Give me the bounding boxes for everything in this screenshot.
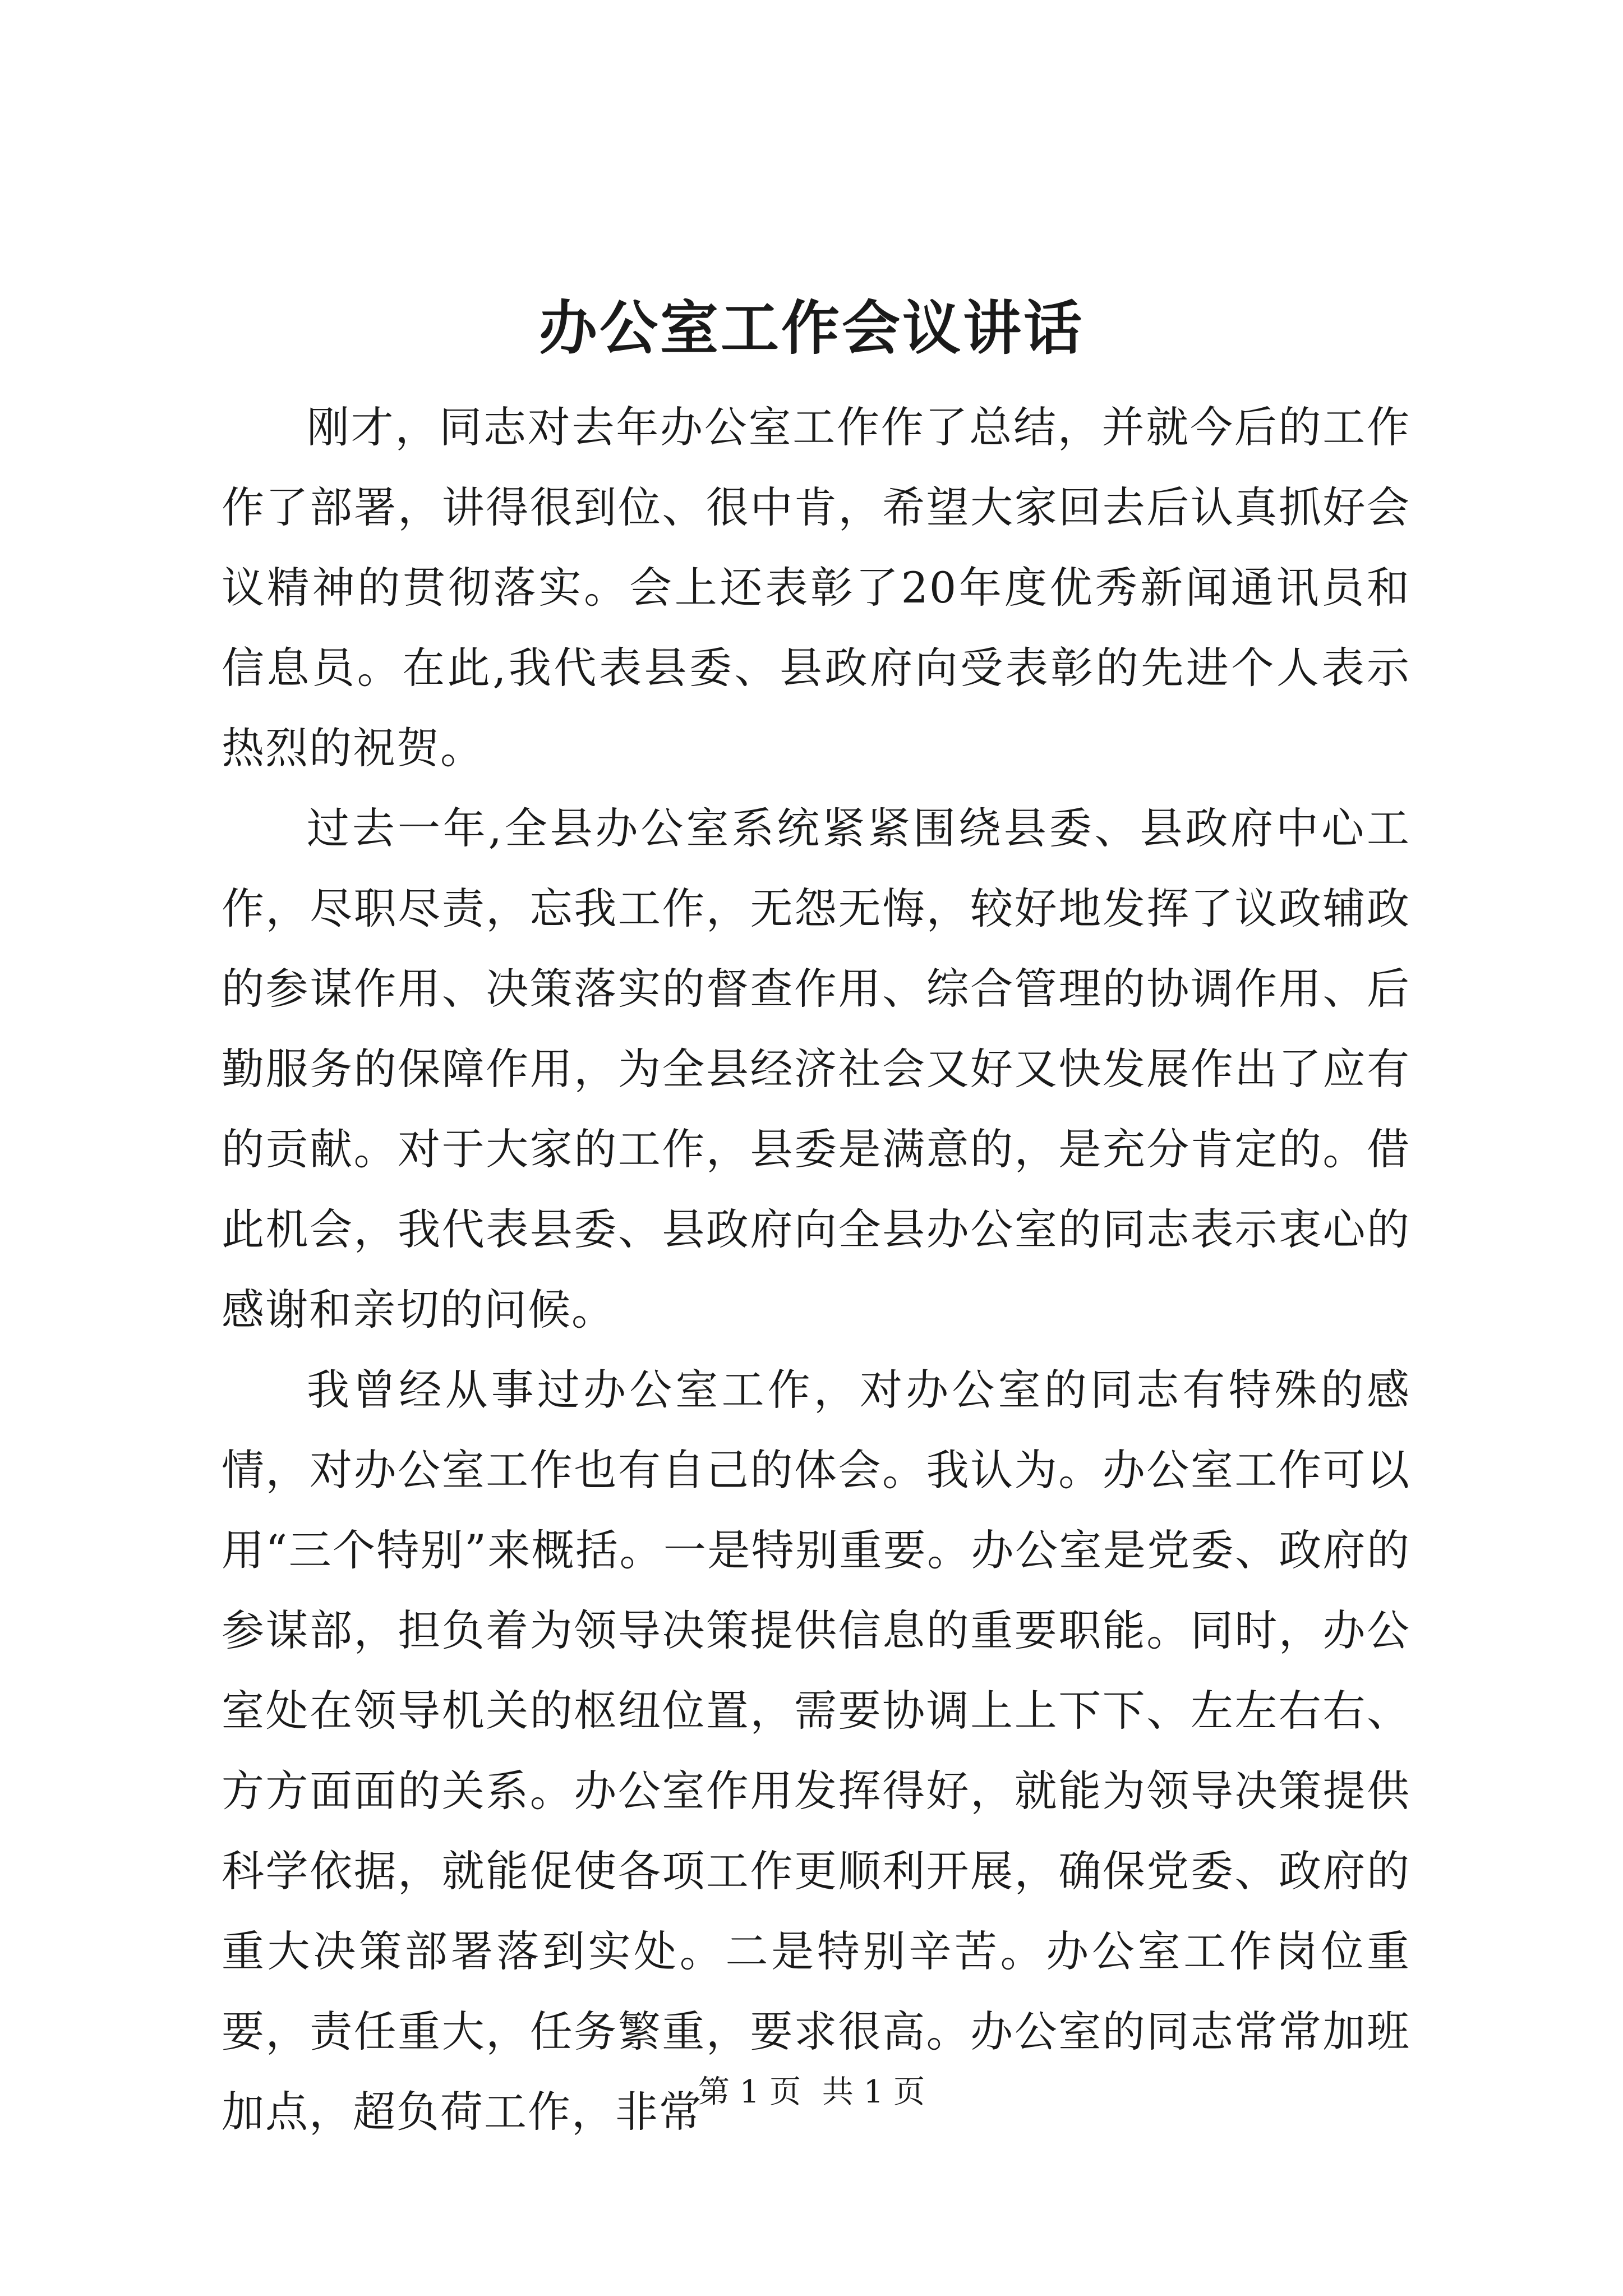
page-footer [0, 2070, 1623, 2115]
document-title: 办公室工作会议讲话 [538, 293, 1084, 362]
paragraph-3: 我曾经从事过办公室工作，对办公室的同志有特殊的感情，对办公室工作也有自己的体会。我认为。办公室工作可以用“三个特别”来概括。一是特别重要。办公室是党委、政府的参谋部，担负着为领导决策提供信息的重要职能。同时，办公室处在领导机关的枢纽位置，需要协调上上下下、左左右右、方方面面的关系。办公室作用发挥得好，就能为领导决策提供科学依据，就能促使各项工作更顺利开展，确保党委、政府的重大决策部署落到实处。二是特别辛苦。办公室工作岗位重要，责任重大，任务繁重，要求很高。办公室的同志常常加班加点，超负荷工作，非常 [222, 1365, 1410, 2137]
paragraph-1: 刚才，同志对去年办公室工作作了总结，并就今后的工作作了部署，讲得很到位、很中肯，希望大家回去后认真抓好会议精神的贯彻落实。会上还表彰了20年度优秀新闻通讯员和信息员。在此,我代表县委、县政府向受表彰的先进个人表示热烈的祝贺。 [222, 402, 1410, 773]
document-body [222, 387, 1410, 2152]
total-pages: 共 1 页 [822, 2074, 925, 2110]
paragraph-2: 过去一年,全县办公室系统紧紧围绕县委、县政府中心工作，尽职尽责，忘我工作，无怨无悔，较好地发挥了议政辅政的参谋作用、决策落实的督查作用、综合管理的协调作用、后勤服务的保障作用，为全县经济社会又好又快发展作出了应有的贡献。对于大家的工作，县委是满意的，是充分肯定的。借此机会，我代表县委、县政府向全县办公室的同志表示衷心的感谢和亲切的问候。 [222, 803, 1410, 1335]
current-page-number: 第 1 页 [698, 2074, 801, 2110]
